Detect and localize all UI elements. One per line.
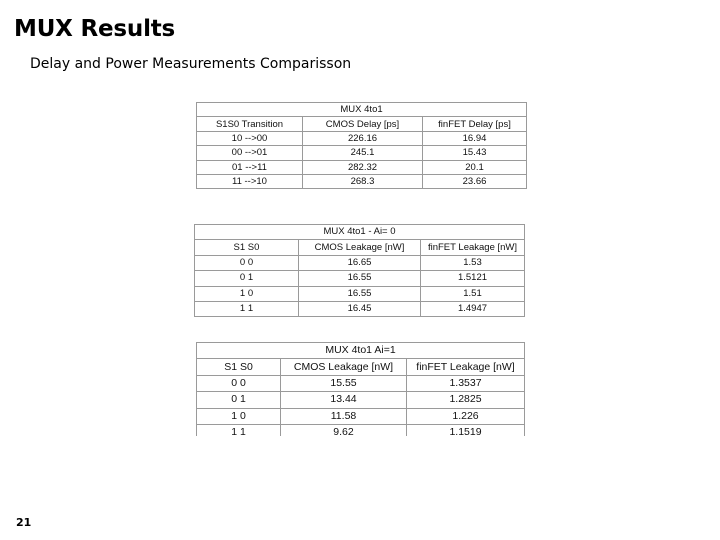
column-header: finFET Leakage [nW]	[421, 240, 525, 255]
table-cell: 226.16	[303, 131, 423, 145]
column-header: CMOS Leakage [nW]	[281, 359, 407, 375]
table-cell: 16.94	[423, 131, 527, 145]
table-header-row	[197, 117, 527, 131]
table-cell: 15.55	[281, 375, 407, 391]
table-cell: 1.3537	[407, 375, 525, 391]
table-row	[197, 375, 525, 391]
slide-title: MUX Results	[14, 16, 176, 42]
table-cell: 16.45	[299, 301, 421, 316]
table-row	[197, 131, 527, 145]
leakage-ai1-table-clip	[194, 342, 528, 436]
table-cell: 11 -->10	[197, 174, 303, 188]
table-cell: 245.1	[303, 146, 423, 160]
table-cell: 1.226	[407, 408, 525, 424]
column-header: CMOS Leakage [nW]	[299, 240, 421, 255]
leakage-ai1-table	[196, 342, 525, 436]
table-cell: 1.51	[421, 286, 525, 301]
delay-table	[196, 102, 527, 189]
table-cell: 15.43	[423, 146, 527, 160]
table-cell: 1 0	[195, 286, 299, 301]
table-cell: 1 0	[197, 408, 281, 424]
table-row	[197, 392, 525, 408]
table-row	[195, 255, 525, 270]
table-cell: 00 -->01	[197, 146, 303, 160]
table-cell: 1.5121	[421, 271, 525, 286]
table-cell: 13.44	[281, 392, 407, 408]
table-row	[197, 160, 527, 174]
table-row	[197, 146, 527, 160]
column-header: CMOS Delay [ps]	[303, 117, 423, 131]
table-title: MUX 4to1	[197, 103, 527, 117]
slide-subtitle: Delay and Power Measurements Comparisson	[30, 56, 352, 72]
table-cell: 1.1519	[407, 424, 525, 436]
table-cell: 16.55	[299, 271, 421, 286]
table-cell: 9.62	[281, 424, 407, 436]
table-cell: 1 1	[195, 301, 299, 316]
table-title: MUX 4to1 Ai=1	[197, 343, 525, 359]
column-header: finFET Leakage [nW]	[407, 359, 525, 375]
table-title-row	[197, 103, 527, 117]
table-cell: 16.65	[299, 255, 421, 270]
page-number: 21	[16, 516, 32, 529]
table-cell: 10 -->00	[197, 131, 303, 145]
table-row	[197, 174, 527, 188]
table-cell: 0 0	[195, 255, 299, 270]
table-title-row	[197, 343, 525, 359]
table-title-row	[195, 225, 525, 240]
column-header: finFET Delay [ps]	[423, 117, 527, 131]
table-row	[197, 424, 525, 436]
column-header: S1 S0	[195, 240, 299, 255]
table-cell: 0 1	[197, 392, 281, 408]
table-header-row	[197, 359, 525, 375]
table-row	[195, 286, 525, 301]
table-cell: 23.66	[423, 174, 527, 188]
column-header: S1S0 Transition	[197, 117, 303, 131]
table-cell: 16.55	[299, 286, 421, 301]
table-header-row	[195, 240, 525, 255]
table-row	[195, 271, 525, 286]
table-cell: 282.32	[303, 160, 423, 174]
table-cell: 01 -->11	[197, 160, 303, 174]
table-cell: 1.53	[421, 255, 525, 270]
table-cell: 1.4947	[421, 301, 525, 316]
table-cell: 268.3	[303, 174, 423, 188]
leakage-ai0-table	[194, 224, 525, 317]
table-cell: 1.2825	[407, 392, 525, 408]
table-cell: 0 0	[197, 375, 281, 391]
table-cell: 1 1	[197, 424, 281, 436]
table-row	[195, 301, 525, 316]
table-cell: 20.1	[423, 160, 527, 174]
column-header: S1 S0	[197, 359, 281, 375]
table-title: MUX 4to1 - Ai= 0	[195, 225, 525, 240]
table-row	[197, 408, 525, 424]
table-cell: 0 1	[195, 271, 299, 286]
table-cell: 11.58	[281, 408, 407, 424]
